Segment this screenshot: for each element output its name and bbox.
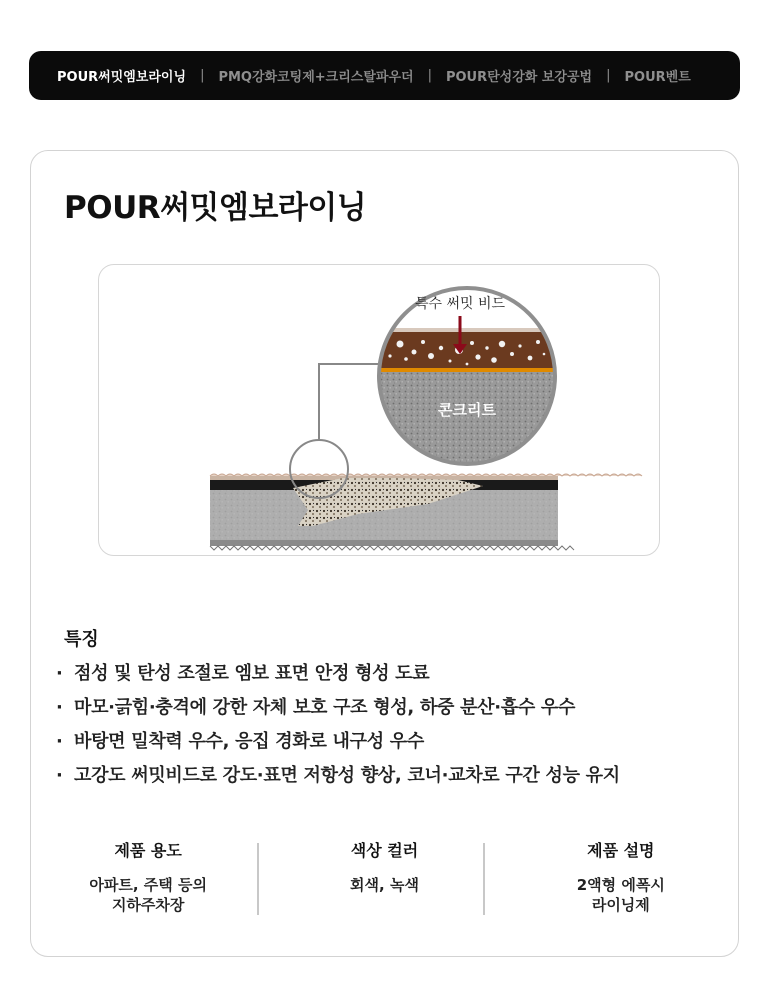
top-nav <box>29 51 740 100</box>
nav-separator: | <box>606 68 611 83</box>
spec-color <box>266 836 502 926</box>
nav-separator: | <box>427 68 432 83</box>
feature-text: 고강도 써밋비드로 강도·표면 저항성 향상, 코너·교차로 구간 성능 유지 <box>74 765 620 786</box>
nav-item-pour-vent[interactable]: POUR벤트 <box>624 70 691 85</box>
nav-item-pmq-coating[interactable]: PMQ강화코팅제+크리스탈파우더 <box>218 70 414 85</box>
nav-item-elastic-reinforcement[interactable]: POUR탄성강화 보강공법 <box>445 70 593 85</box>
brown-coating-layer <box>368 332 568 368</box>
feature-item <box>56 694 620 728</box>
bullet-dot: · <box>56 731 63 752</box>
slab-cross-section <box>210 474 642 550</box>
features-title: 특징 <box>64 629 99 650</box>
callout-label: 특수 써밋 비드 <box>414 296 506 312</box>
features-list <box>56 660 620 796</box>
feature-text: 마모·긁힘·충격에 강한 자체 보호 구조 형성, 하중 분산·흡수 우수 <box>74 697 576 718</box>
spec-description <box>503 836 739 926</box>
spec-usage <box>30 836 266 926</box>
orange-primer-line <box>368 368 568 372</box>
nav-separator: | <box>200 68 205 83</box>
spec-label: 색상 컬러 <box>350 841 419 860</box>
spec-value: 회색, 녹색 <box>350 876 419 894</box>
spec-label: 제품 용도 <box>114 841 182 860</box>
nav-item-summit-emboss-lining[interactable]: POUR써밋엠보라이닝 <box>57 70 187 85</box>
feature-item <box>56 660 620 694</box>
feature-text: 점성 및 탄성 조절로 엠보 표면 안정 형성 도료 <box>74 663 430 684</box>
spec-value: 2액형 에폭시 라이닝제 <box>576 876 665 914</box>
layer-diagram <box>98 264 660 556</box>
concrete-label: 콘크리트 <box>438 401 496 419</box>
bullet-dot: · <box>56 663 63 684</box>
feature-item <box>56 728 620 762</box>
bullet-dot: · <box>56 697 63 718</box>
spec-table <box>30 836 739 926</box>
feature-item <box>56 762 620 796</box>
feature-text: 바탕면 밀착력 우수, 응집 경화로 내구성 우수 <box>74 731 424 752</box>
bullet-dot: · <box>56 765 63 786</box>
spec-divider <box>257 843 259 915</box>
spec-value: 아파트, 주택 등의 지하주차장 <box>89 876 207 914</box>
spec-divider <box>483 843 485 915</box>
product-title: POUR써밋엠보라이닝 <box>64 190 367 226</box>
zoom-detail-circle <box>368 284 568 484</box>
spec-label: 제품 설명 <box>587 841 655 860</box>
